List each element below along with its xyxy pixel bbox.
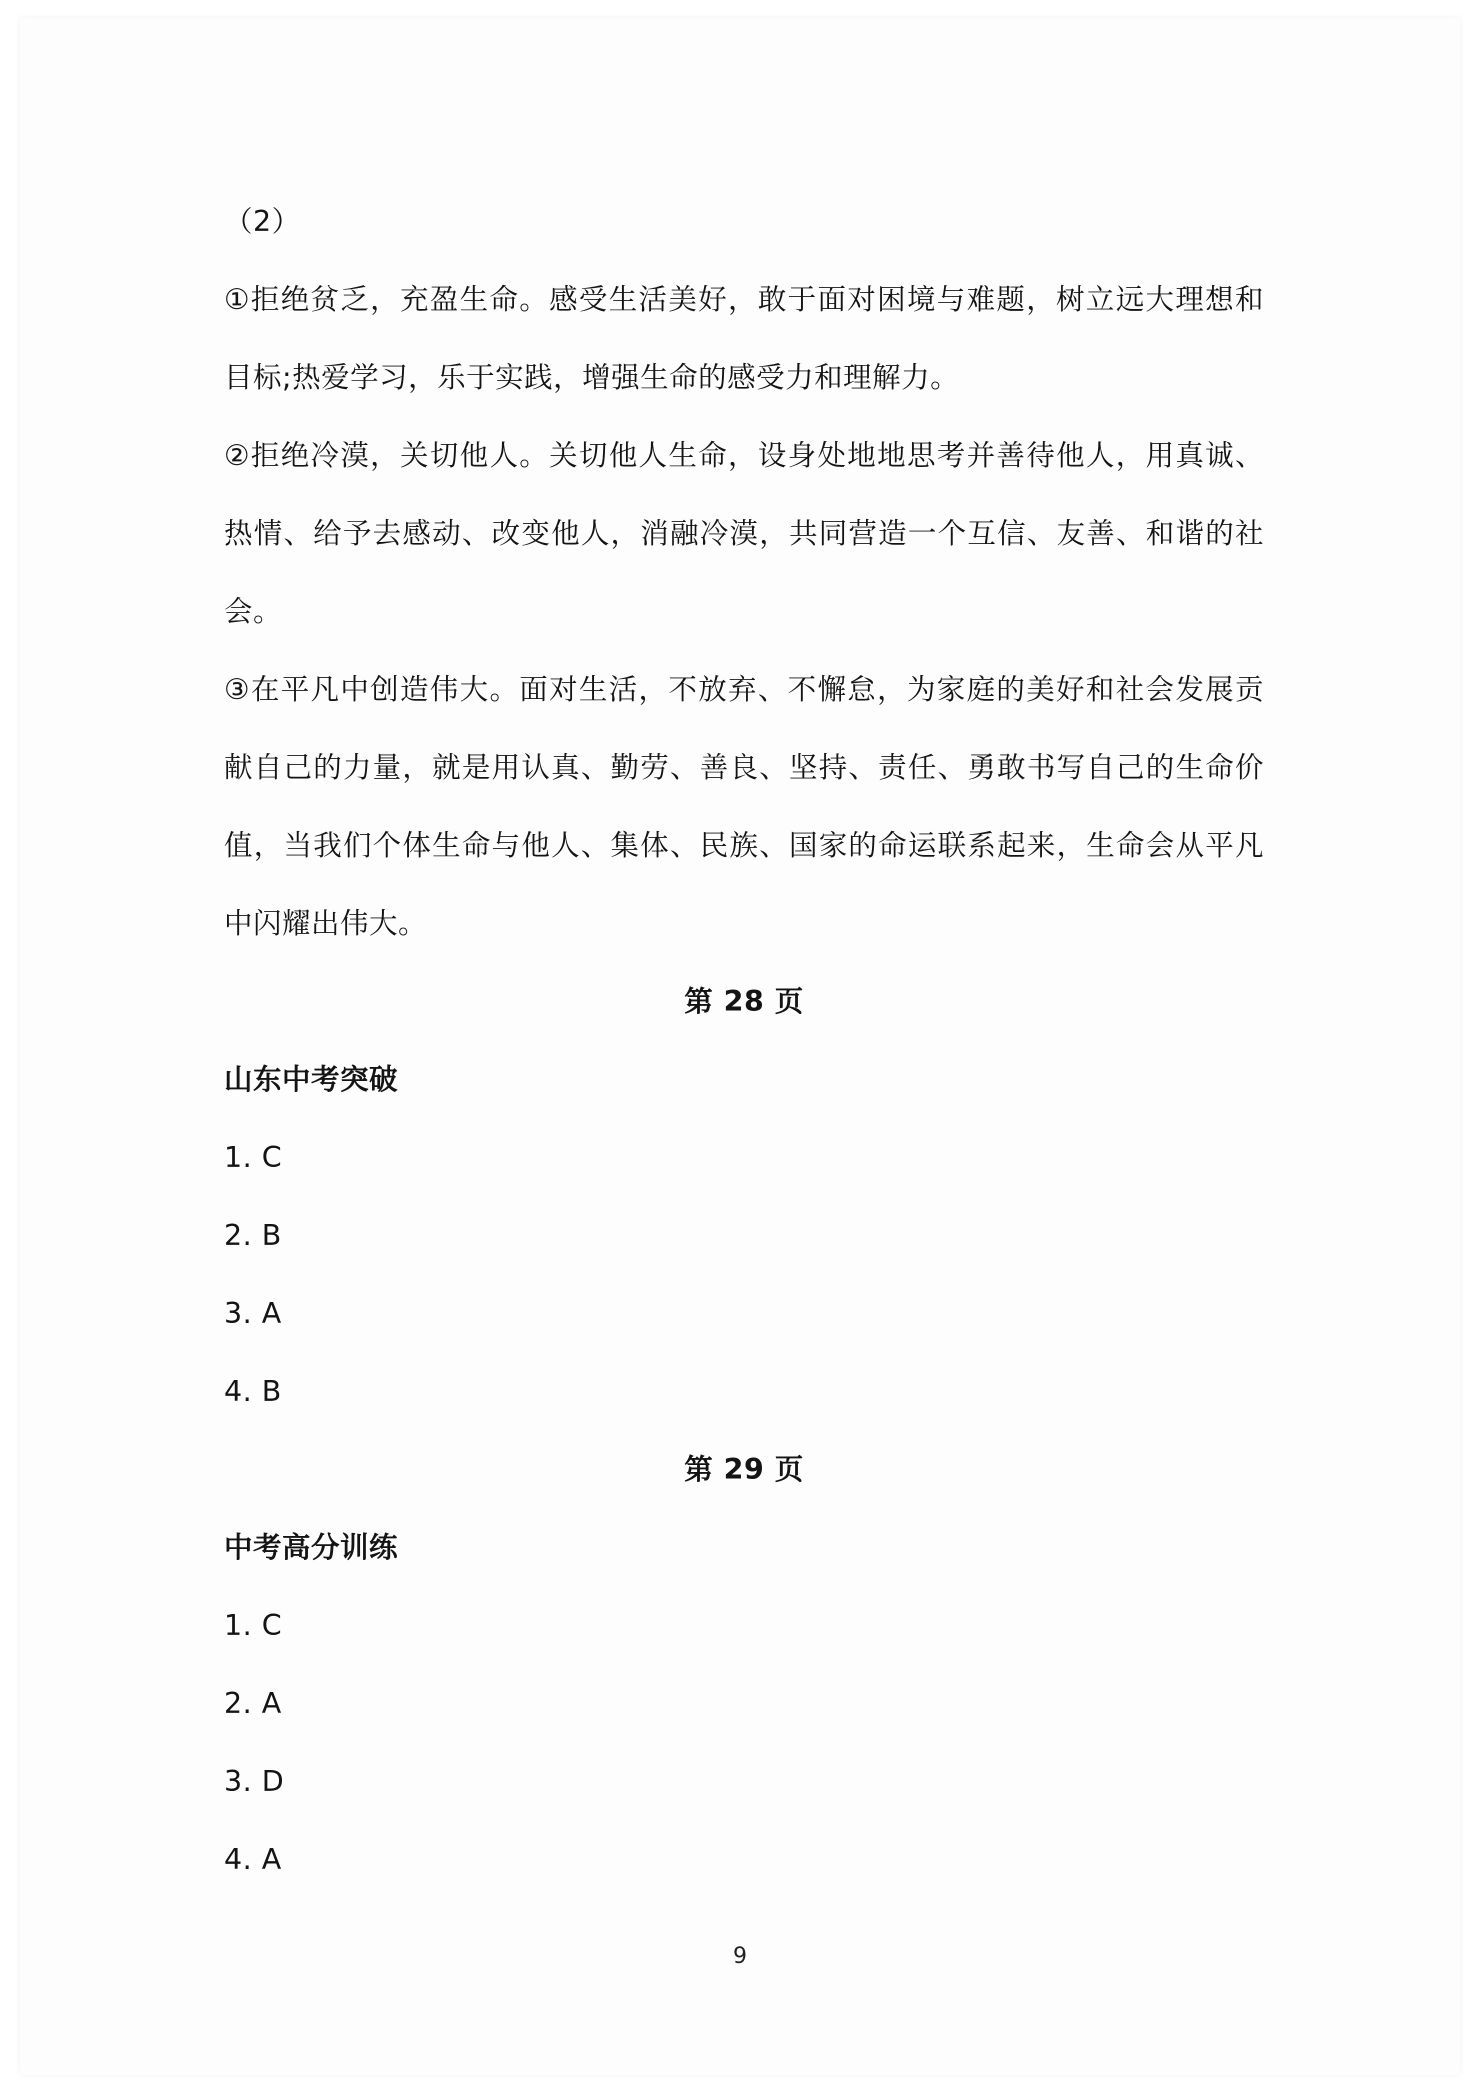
- section-page-28: [224, 963, 1264, 1431]
- document-content: [224, 183, 1264, 1899]
- answer-item: 2. B: [224, 1219, 282, 1252]
- answer-item: 2. A: [224, 1687, 282, 1720]
- answer-item: 3. D: [224, 1765, 285, 1798]
- paragraph-line: ①拒绝贫乏，充盈生命。感受生活美好，敢于面对困境与难题，树立远大理想和: [224, 283, 1264, 316]
- paragraph-line: ②拒绝冷漠，关切他人。关切他人生命，设身处地地思考并善待他人，用真诚、: [224, 439, 1264, 472]
- paragraph-line: 热情、给予去感动、改变他人，消融冷漠，共同营造一个互信、友善、和谐的社: [224, 517, 1264, 550]
- paragraph-line: 目标;热爱学习，乐于实践，增强生命的感受力和理解力。: [224, 361, 960, 394]
- paragraph-3: [224, 651, 1264, 963]
- paragraph-line: 值，当我们个体生命与他人、集体、民族、国家的命运联系起来，生命会从平凡: [224, 829, 1264, 862]
- page-heading: 第 28 页: [684, 985, 804, 1018]
- page-heading: 第 29 页: [684, 1453, 804, 1486]
- section-label: （2）: [224, 205, 301, 238]
- answer-item: 3. A: [224, 1297, 282, 1330]
- paragraph-line: 献自己的力量，就是用认真、勤劳、善良、坚持、责任、勇敢书写自己的生命价: [224, 751, 1264, 784]
- answer-item: 1. C: [224, 1609, 283, 1642]
- paragraph-1: [224, 261, 1264, 417]
- page-number: 9: [733, 1944, 747, 1969]
- section-title: 山东中考突破: [224, 1063, 399, 1096]
- paragraph-line: 中闪耀出伟大。: [224, 907, 428, 940]
- paragraph-line: ③在平凡中创造伟大。面对生活，不放弃、不懈怠，为家庭的美好和社会发展贡: [224, 673, 1264, 706]
- answer-item: 4. B: [224, 1375, 282, 1408]
- paragraph-2: [224, 417, 1264, 651]
- paragraph-line: 会。: [224, 595, 283, 628]
- answer-item: 4. A: [224, 1843, 282, 1876]
- answer-item: 1. C: [224, 1141, 283, 1174]
- section-page-29: [224, 1431, 1264, 1899]
- section-title: 中考高分训练: [224, 1531, 399, 1564]
